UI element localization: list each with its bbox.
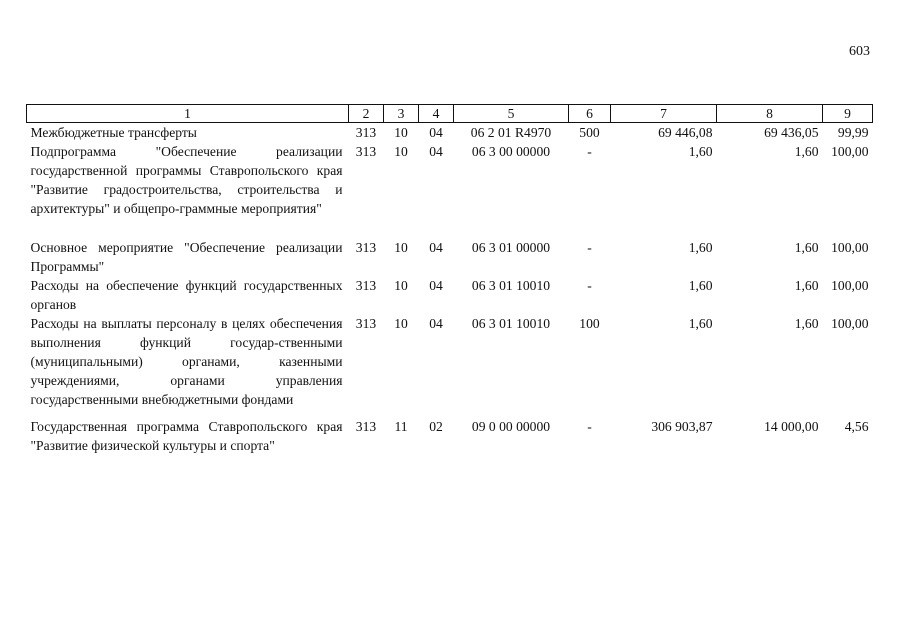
- row-col-2: 313: [355, 278, 377, 293]
- header-col-5: 5: [454, 105, 569, 123]
- row-name: Расходы на выплаты персоналу в целях обеспечения выполнения функций государ-ственными (муниципальными) органами, казенными учреждениями, органами управления государственными внебюджетными фондами: [30, 316, 343, 407]
- row-col-7: 1,60: [688, 316, 713, 331]
- row-col-7: 69 446,08: [658, 125, 713, 140]
- row-col-7: 306 903,87: [651, 419, 713, 434]
- row-col-7: 1,60: [688, 240, 713, 255]
- row-col-8: 1,60: [794, 316, 819, 331]
- header-col-9: 9: [823, 105, 873, 123]
- table-row: [27, 238, 873, 276]
- row-col-8: 1,60: [794, 144, 819, 159]
- row-name: Расходы на обеспечение функций государственных органов: [30, 278, 343, 312]
- row-col-9: 100,00: [831, 316, 869, 331]
- row-col-3: 11: [394, 419, 408, 434]
- row-name: Государственная программа Ставропольского края "Развитие физической культуры и спорта": [30, 419, 343, 453]
- table-row: [27, 276, 873, 314]
- row-col-9: 100,00: [831, 278, 869, 293]
- row-col-2: 313: [355, 316, 377, 331]
- row-col-3: 10: [394, 144, 408, 159]
- row-col-5: 06 2 01 R4970: [470, 125, 552, 140]
- row-col-3: 10: [394, 240, 408, 255]
- row-col-5: 09 0 00 00000: [471, 419, 551, 434]
- row-name: Межбюджетные трансферты: [30, 125, 197, 140]
- row-col-6: 100: [579, 316, 600, 331]
- header-col-4: 4: [419, 105, 454, 123]
- table-row: [27, 123, 873, 143]
- row-col-4: 04: [429, 316, 443, 331]
- row-col-2: 313: [355, 419, 377, 434]
- row-col-3: 10: [394, 316, 408, 331]
- table-row: [27, 417, 873, 455]
- row-col-9: 100,00: [831, 144, 869, 159]
- header-row: [27, 105, 873, 123]
- row-col-2: 313: [355, 144, 377, 159]
- row-col-4: 04: [429, 144, 443, 159]
- budget-table: [26, 104, 873, 455]
- row-col-3: 10: [394, 125, 408, 140]
- row-col-6: -: [587, 278, 592, 293]
- row-col-8: 1,60: [794, 278, 819, 293]
- row-name: Основное мероприятие "Обеспечение реализации Программы": [30, 240, 343, 274]
- row-col-2: 313: [355, 125, 377, 140]
- header-col-3: 3: [384, 105, 419, 123]
- row-col-8: 14 000,00: [764, 419, 819, 434]
- row-col-6: -: [587, 240, 592, 255]
- row-col-7: 1,60: [688, 144, 713, 159]
- row-col-2: 313: [355, 240, 377, 255]
- header-col-6: 6: [569, 105, 611, 123]
- row-col-8: 1,60: [794, 240, 819, 255]
- row-col-9: 100,00: [831, 240, 869, 255]
- row-col-7: 1,60: [688, 278, 713, 293]
- row-col-5: 06 3 01 00000: [471, 240, 551, 255]
- row-col-6: -: [587, 144, 592, 159]
- table-row: [27, 142, 873, 218]
- row-col-4: 04: [429, 278, 443, 293]
- spacer-row: [27, 409, 873, 417]
- header-col-8: 8: [717, 105, 823, 123]
- header-col-2: 2: [349, 105, 384, 123]
- row-name: Подпрограмма "Обеспечение реализации государственной программы Ставропольского края "Развитие градостроительства, строительства и архитектуры" и общепро-граммные мероприятия": [30, 144, 343, 216]
- row-col-6: 500: [579, 125, 600, 140]
- row-col-4: 02: [429, 419, 443, 434]
- row-col-4: 04: [429, 240, 443, 255]
- header-col-7: 7: [611, 105, 717, 123]
- row-col-8: 69 436,05: [764, 125, 819, 140]
- row-col-9: 4,56: [844, 419, 869, 434]
- spacer-row: [27, 218, 873, 238]
- row-col-5: 06 3 01 10010: [471, 316, 551, 331]
- header-col-1: 1: [27, 105, 349, 123]
- row-col-5: 06 3 01 10010: [471, 278, 551, 293]
- row-col-6: -: [587, 419, 592, 434]
- row-col-3: 10: [394, 278, 408, 293]
- page-number: 603: [849, 44, 870, 59]
- row-col-4: 04: [429, 125, 443, 140]
- row-col-5: 06 3 00 00000: [471, 144, 551, 159]
- row-col-9: 99,99: [837, 125, 869, 140]
- table-row: [27, 314, 873, 409]
